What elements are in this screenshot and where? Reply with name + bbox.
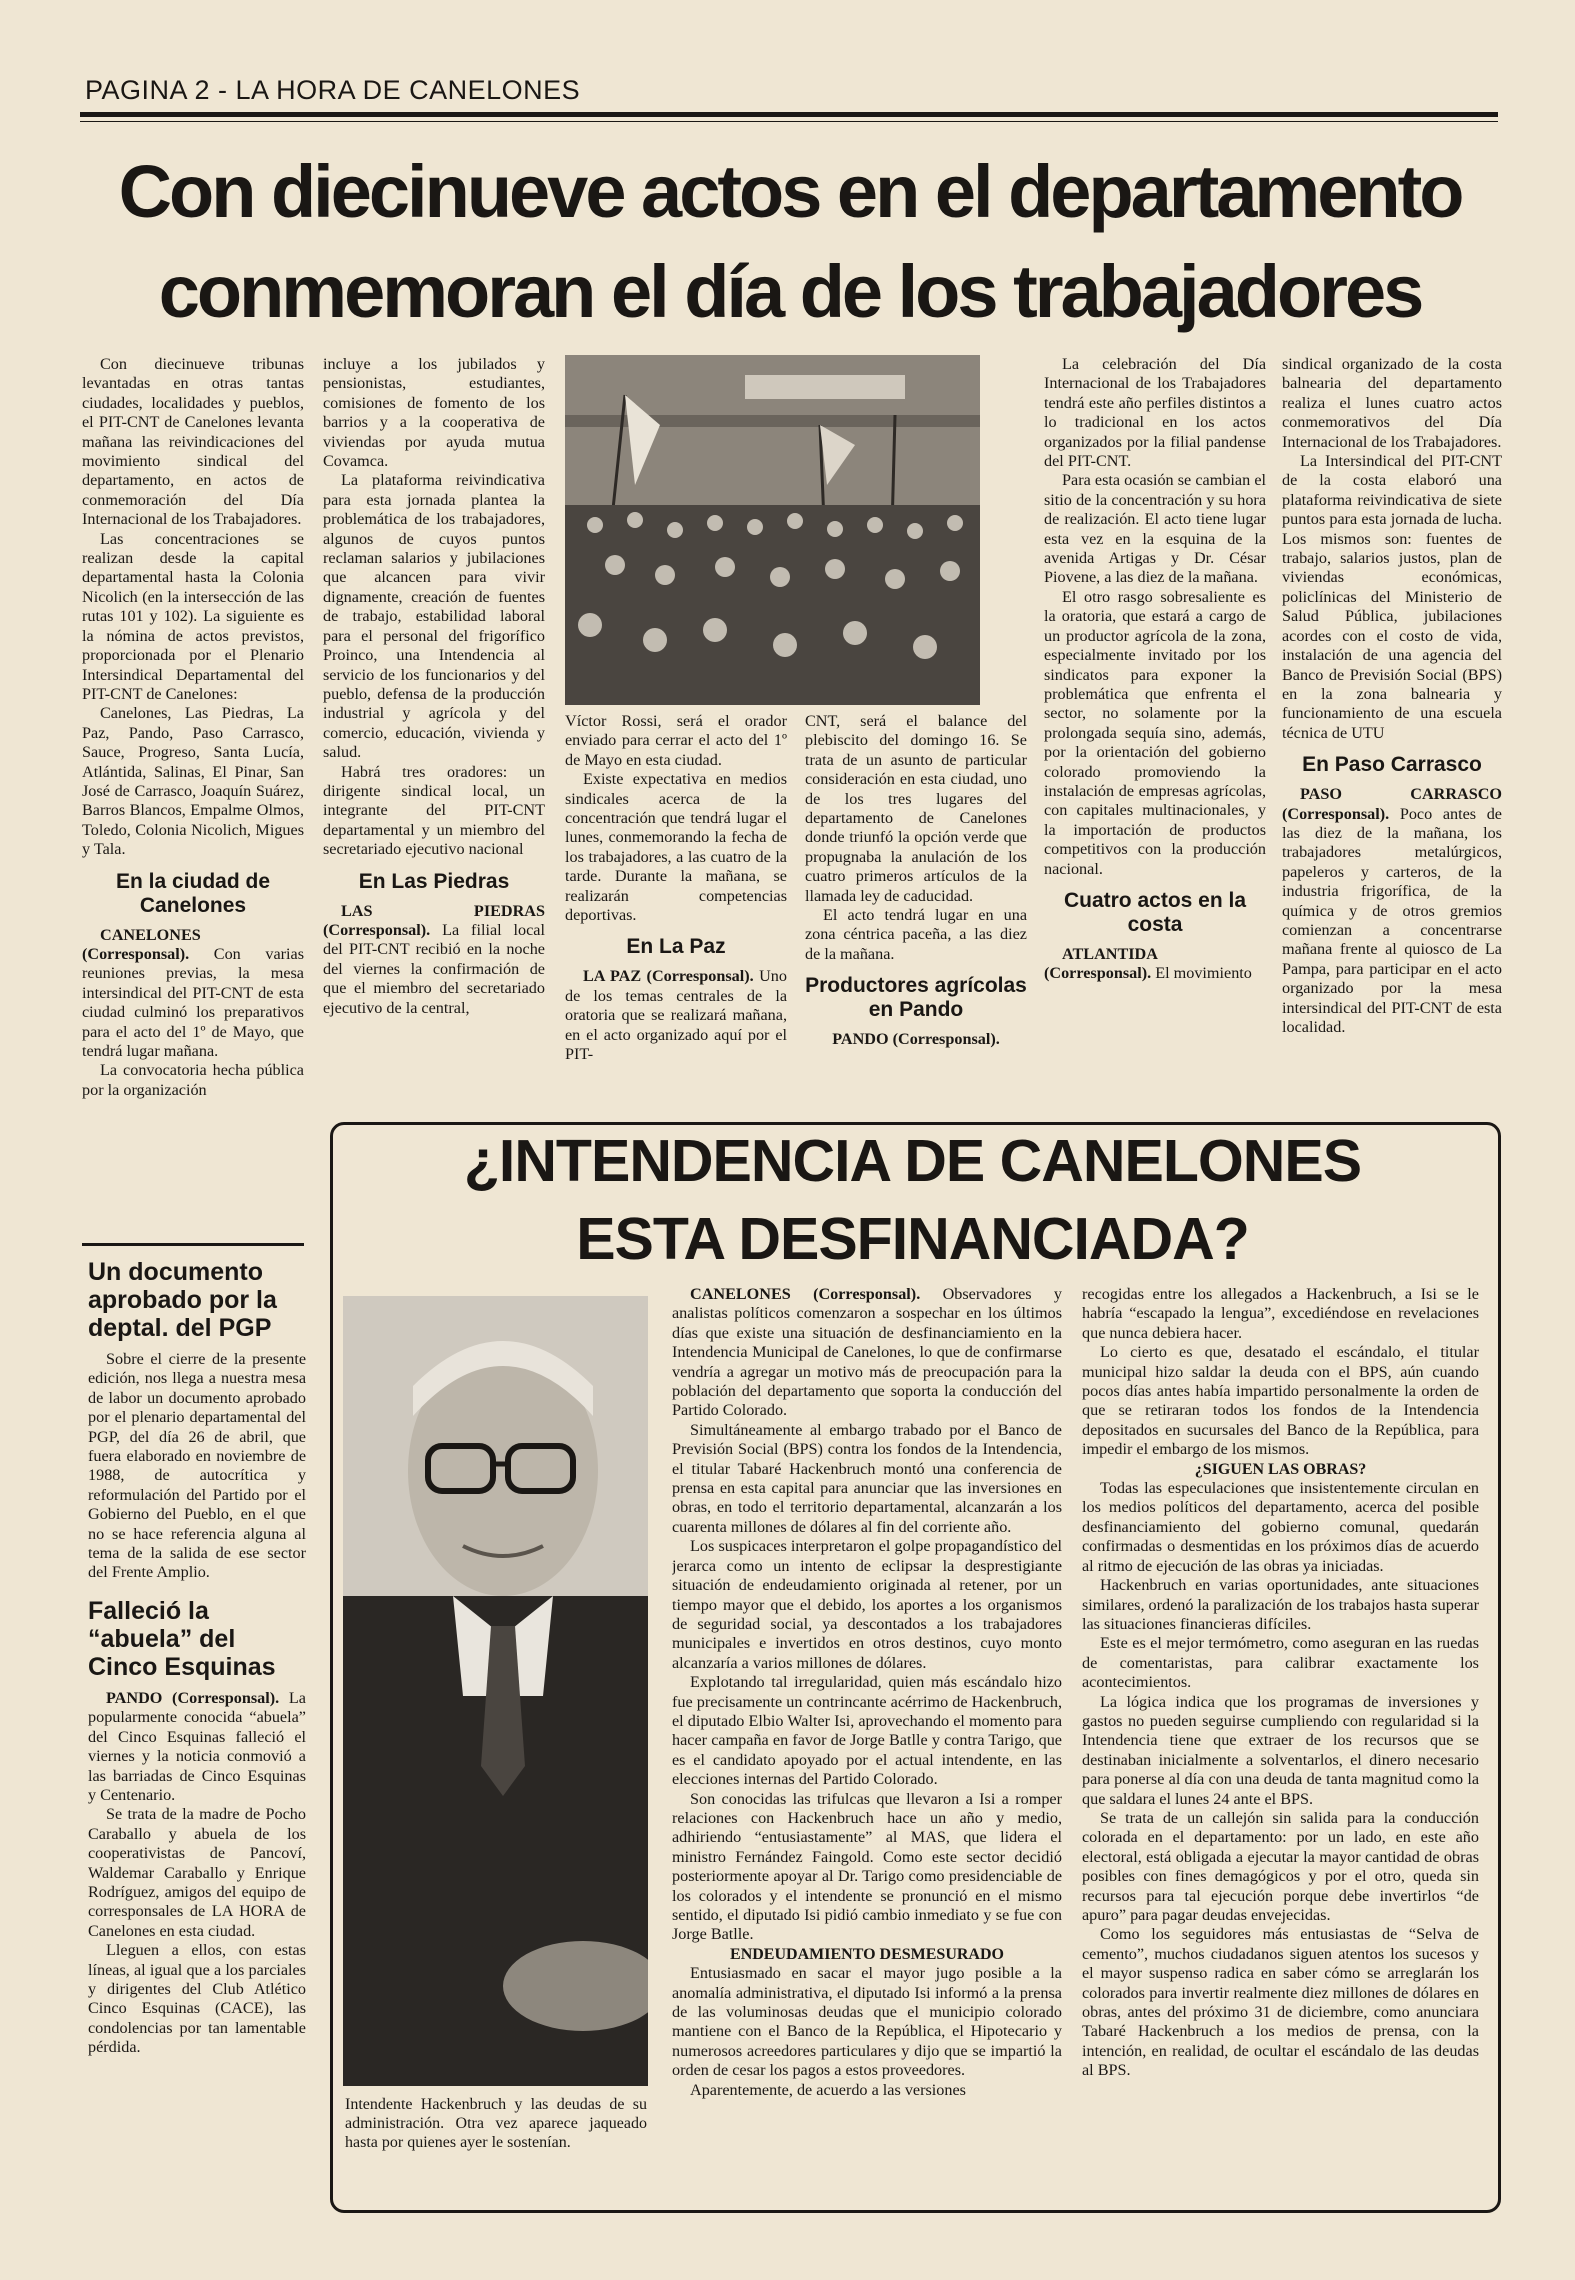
paragraph: Lleguen a ellos, con estas líneas, al igual que a los parciales y dirigentes del Club Atlético Cinco Esquinas (CACE), las condolencias por tan lamentable pérdida. xyxy=(88,1941,306,2057)
article-column-4 xyxy=(805,712,1027,1112)
portrait-photo xyxy=(343,1296,648,2086)
subheading: En La Paz xyxy=(626,935,726,959)
paragraph: La convocatoria hecha pública por la organización xyxy=(82,1061,304,1099)
kicker: PANDO (Corresponsal). xyxy=(106,1688,280,1707)
box-title-line-1: ¿INTENDENCIA DE CANELONES xyxy=(463,1128,1362,1194)
paragraph: CNT, será el balance del plebiscito del domingo 16. Se trata de un asunto de particular consideración en esta ciudad, uno de los tres lugares del departamento de Canelones donde triunfó la opción verde que propugnaba la anulación de los cuatro primeros artículos de la llamada ley de caducidad. xyxy=(805,712,1027,905)
paragraph: Aparentemente, de acuerdo a las versiones xyxy=(690,2080,966,2099)
box-column-1 xyxy=(672,1285,1062,2190)
paragraph: Este es el mejor termómetro, como aseguran en las ruedas de comentaristas, para calibrar exactamente los acontecimientos. xyxy=(1082,1634,1479,1692)
article-column-1 xyxy=(82,355,304,1237)
box-title-line-2: ESTA DESFINANCIADA? xyxy=(576,1206,1249,1272)
paragraph: La filial local del PIT-CNT recibió en la noche del viernes la confirmación de que el miembro del secretariado ejecutivo de la central, xyxy=(323,920,545,1017)
kicker: CANELONES (Corresponsal). xyxy=(82,925,201,963)
headline-line-1: Con diecinueve actos en el departamento xyxy=(118,150,1462,233)
subheading: Falleció la “abuela” del Cinco Esquinas xyxy=(88,1596,276,1681)
paragraph: La Intersindical del PIT-CNT de la costa elaboró una plataforma reivindicativa de siete puntos para esta jornada de lucha. Los mismos son: fuentes de trabajo, salarios justos, plan de viviendas económicas, policlínicas del Ministerio de Salud Pública, jubilaciones acordes con el costo de vida, instalación de una agencia del Banco de Previsión Social (BPS) en la zona balnearia y funcionamiento de una escuela técnica de UTU xyxy=(1282,452,1502,742)
kicker: LAS PIEDRAS (Corresponsal). xyxy=(323,901,545,939)
article-column-6 xyxy=(1282,355,1502,1115)
kicker: LA PAZ (Corresponsal). xyxy=(583,967,754,986)
subheading: Un documento aprobado por la deptal. del PGP xyxy=(88,1258,277,1342)
paragraph: Las concentraciones se realizan desde la capital departamental hasta la Colonia Nicolich (en la intersección de las rutas 101 y 102). La siguiente es la nómina de actos previstos, proporcionada por el Plenario Intersindical Departamental del PIT-CNT de Canelones: xyxy=(82,529,304,703)
paragraph: Todas las especulaciones que insistentemente circulan en los medios políticos del departamento, acerca del posible desfinanciamiento del gobierno comunal, quedarán confirmadas o desmentidas en los próximos días de acuerdo al ritmo de ejecución de las obras ya iniciadas. xyxy=(1082,1479,1479,1575)
paragraph: sindical organizado de la costa balnearia del departamento realiza el lunes cuatro actos conmemorativos del Día Internacional de los Trabajadores. xyxy=(1282,355,1502,451)
paragraph: La celebración del Día Internacional de los Trabajadores tendrá este año perfiles distintos a lo tradicional en los actos organizados por la filial pandense del PIT-CNT. xyxy=(1044,355,1266,471)
paragraph: Los suspicaces interpretaron el golpe propagandístico del jerarca como un intento de eclipsar la desprestigiante situación de endeudamiento originada al retener, por un tiempo mayor que el debido, los aportes a los organismos de seguridad social, ya descontados a los trabajadores municipales e invertidos en otros destinos, cuyo monto alcanzaría a varios millones de dólares. xyxy=(672,1537,1062,1672)
paragraph: La plataforma reivindicativa para esta jornada plantea la problemática de los trabajadores, algunos de cuyos puntos reclaman salarios y jubilaciones que alcancen para vivir dignamente, creación de fuentes de trabajo, estabilidad laboral para el personal del frigorífico Proinco, una Intendencia al servicio de los funcionarios y del pueblo, defensa de la producción industrial y agrícola y del comercio, educación, vivienda y salud. xyxy=(323,471,545,762)
subheading: En Paso Carrasco xyxy=(1302,753,1482,777)
paragraph: Con varias reuniones previas, la mesa intersindical del PIT-CNT de esta ciudad culminó los preparativos para el acto del 1º de Mayo, que tendrá lugar mañana. xyxy=(82,944,304,1060)
paragraph: Son conocidas las trifulcas que llevaron a Isi a romper relaciones con Hackenbruch hace un año y medio, adhiriendo “entusiastamente” al MAS, que lidera el ministro Fernández Faingold. Como este sector decidió posteriormente apoyar al Dr. Tarigo como presidenciable de los colorados y el intendente se pronunció en el mismo sentido, el diputado Isi pidió cambio inmediato y se fue con Jorge Batlle. xyxy=(672,1789,1062,1944)
paragraph: Víctor Rossi, será el orador enviado para cerrar el acto del 1º de Mayo en esta ciudad. xyxy=(565,712,787,769)
photo-caption: Intendente Hackenbruch y las deudas de su administración. Otra vez aparece jaqueado hasta por quienes ayer le sostenían. xyxy=(345,2096,647,2151)
paragraph: Sobre el cierre de la presente edición, nos llega a nuestra mesa de labor un documento aprobado por el plenario departamental del PGP, del día 26 de abril, que fuera elaborado en noviembre de 1988, de autocrítica y reformulación del Partido por el Gobierno del Pueblo, en el que no se hace referencia alguna al tema de la salida de ese sector del Frente Amplio. xyxy=(88,1350,306,1582)
paragraph: Hackenbruch en varias oportunidades, ante situaciones similares, ordenó la paralización de los trabajos hasta superar las situaciones financieras difíciles. xyxy=(1082,1576,1479,1633)
paragraph: Uno de los temas centrales de la oratoria que se realizará mañana, en el acto organizado aquí por el PIT- xyxy=(565,967,787,1064)
subheading: En Las Piedras xyxy=(358,869,510,893)
article-column-5 xyxy=(1044,355,1266,1115)
column-divider xyxy=(82,1243,304,1246)
paragraph: Se trata de un callejón sin salida para la conducción colorada en el departamento: por un lado, en este año electoral, está obligada a ejecutar la mayor cantidad de obras posibles con fines demagógicos y por el otro, queda sin recursos para tal ejecución porque debe invertirlos “de apuro” para pagar deudas envejecidas. xyxy=(1082,1808,1479,1924)
crowd-photo xyxy=(565,355,980,705)
paragraph: Explotando tal irregularidad, quien más escándalo hizo fue precisamente un contrincante acérrimo de Hackenbruch, el diputado Elbio Walter Isi, aprovechando el momento para hacer campaña en favor de Jorge Batlle y contra Tarigo, que es el candidato apoyado por el actual intendente, en las elecciones internas del Partido Colorado. xyxy=(672,1673,1062,1789)
article-column-3 xyxy=(565,712,787,1112)
paragraph: El otro rasgo sobresaliente es la oratoria, que estará a cargo de un productor agrícola de la zona, especialmente invitado por los sindicatos para exponer la problemática que enfrenta el sector, no solamente por la prolongada sequía sino, además, por la orientación del gobierno colorado promoviendo la instalación de empresas agrícolas, con capitales multinacionales, y la importación de productos competitivos con la producción nacional. xyxy=(1044,587,1266,878)
paragraph: recogidas entre los allegados a Hackenbruch, a Isi se le habría “escapado la lengua”, excediéndose en revelaciones que nunca debiera hacer. xyxy=(1082,1285,1479,1342)
paragraph: Existe expectativa en medios sindicales acerca de la concentración que tendrá lugar el lunes, conmemorando la fecha de los trabajadores, a las cuatro de la tarde. Durante la mañana, se realizarán competencias deportivas. xyxy=(565,770,787,925)
paragraph: Con diecinueve tribunas levantadas en otras tantas ciudades, localidades y pueblos, el PIT-CNT de Canelones levanta mañana las reivindicaciones del movimiento sindical del departamento, en actos de conmemoración del Día Internacional de los Trabajadores. xyxy=(82,355,304,529)
subheading: En la ciudad de Canelones xyxy=(115,869,271,917)
kicker: PASO CARRASCO (Corresponsal). xyxy=(1282,785,1502,823)
paragraph: Observadores y analistas políticos comenzaron a sospechar en los últimos días que existe una situación de desfinanciamiento en la Intendencia Municipal de Canelones, lo que de confirmarse vendría a agregar un motivo más de preocupación para la población del departamento que soporta la conducción del Partido Colorado. xyxy=(672,1285,1062,1420)
portrait-image xyxy=(343,1296,648,2086)
subheading: Cuatro actos en la costa xyxy=(1063,888,1247,936)
paragraph: incluye a los jubilados y pensionistas, estudiantes, comisiones de fomento de los barrios y a la cooperativa de viviendas por ayuda mutua Covamca. xyxy=(323,355,545,471)
headline-line-2: conmemoran el día de los trabajadores xyxy=(158,250,1422,333)
inline-heading: ¿SIGUEN LAS OBRAS? xyxy=(1194,1460,1367,1478)
box-column-2 xyxy=(1082,1285,1479,2190)
paragraph: El movimiento xyxy=(1155,964,1252,983)
paragraph: Se trata de la madre de Pocho Caraballo y abuela de los cooperativistas de Pancoví, Waldemar Caraballo y Enrique Rodríguez, amigos del equipo de corresponsales de LA HORA de Canelones en esta ciudad. xyxy=(88,1805,306,1940)
paragraph: Poco antes de las diez de la mañana, los trabajadores metalúrgicos, papeleros y carteros, de la industria frigorífica, de la química y de otros gremios comienzan a concentrarse mañana frente al quiosco de La Pampa, para participar en el acto organizado por la mesa intersindical del PIT-CNT de esta localidad. xyxy=(1282,804,1502,1036)
paragraph: Como los seguidores más entusiastas de “Selva de cemento”, muchos ciudadanos siguen atentos los sucesos y el mayor suspenso radica en saber cómo se arreglarán los colorados para invertir realmente diez millones de dólares en obras, antes del próximo 31 de diciembre, como anunciara Tabaré Hackenbruch a los medios de prensa, con la intención, en realidad, de ocultar el escándalo de las deudas al BPS. xyxy=(1082,1925,1479,2080)
kicker: PANDO (Corresponsal). xyxy=(832,1030,1000,1049)
header-rule xyxy=(80,112,1498,117)
article-column-2 xyxy=(323,355,545,1115)
paragraph: Lo cierto es que, desatado el escándalo, el titular municipal hizo saldar la deuda con el BPS, aún cuando pocos días antes había impartido personalmente la orden de que se retiraran todos los fondos de la Intendencia depositados en sucursales del Banco de la República, para impedir el embargo de los mismos. xyxy=(1082,1343,1479,1459)
sidebar-column xyxy=(88,1258,306,2198)
paragraph: El acto tendrá lugar en una zona céntrica paceña, a las diez de la mañana. xyxy=(805,906,1027,963)
inline-heading: ENDEUDAMIENTO DESMESURADO xyxy=(730,1945,1004,1963)
paragraph: Para esta ocasión se cambian el sitio de la concentración y su hora de realización. El acto tiene lugar esta vez en la esquina de la avenida Artigas y Dr. César Piovene, a las diez de la mañana. xyxy=(1044,471,1266,587)
paragraph: La lógica indica que los programas de inversiones y gastos no pueden seguirse cumpliendo con regularidad si la Intendencia tiene que extraer de los recursos que se destinaban inicialmente a solventarlos, el dinero necesario para ponerse al día con una deuda de tanta magnitud como la que saldara el lunes 24 ante el BPS. xyxy=(1082,1692,1479,1808)
kicker: CANELONES (Corresponsal). xyxy=(690,1285,921,1303)
paragraph: Entusiasmado en sacar el mayor jugo posible a la anomalía administrativa, el diputado Isi informó a la prensa de las voluminosas deudas que el municipio colorado mantiene con el Banco de la República, el Hipotecario y numerosos acreedores particulares y dijo que se impartió la orden de cesar los pagos a estos proveedores. xyxy=(672,1964,1062,2080)
paragraph: La popularmente conocida “abuela” del Cinco Esquinas falleció el viernes y la noticia conmovió a las barriadas de Cinco Esquinas y Centenario. xyxy=(88,1688,306,1804)
page-header: PAGINA 2 - LA HORA DE CANELONES xyxy=(85,75,581,105)
subheading: Productores agrícolas en Pando xyxy=(805,974,1027,1022)
kicker: ATLANTIDA (Corresponsal). xyxy=(1044,944,1158,983)
paragraph: Habrá tres oradores: un dirigente sindical local, un integrante del PIT-CNT departamental y un miembro del secretariado ejecutivo nacional xyxy=(323,762,545,859)
crowd-image xyxy=(565,355,980,705)
paragraph: Canelones, Las Piedras, La Paz, Pando, Paso Carrasco, Sauce, Progreso, Santa Lucía, Atlántida, Salinas, El Pinar, San José de Carrasco, Joaquín Suárez, Barros Blancos, Empalme Olmos, Toledo, Colonia Nicolich, Migues y Tala. xyxy=(82,704,304,859)
header-rule-thin xyxy=(80,121,1498,122)
paragraph: Simultáneamente al embargo trabado por el Banco de Previsión Social (BPS) contra los fondos de la Intendencia, el titular Tabaré Hackenbruch montó una conferencia de prensa en esta capital para anunciar que las inversiones en obras, en todo el territorio departamental, alcanzarán a los cuarenta millones de dólares al fin del corriente año. xyxy=(672,1420,1062,1536)
